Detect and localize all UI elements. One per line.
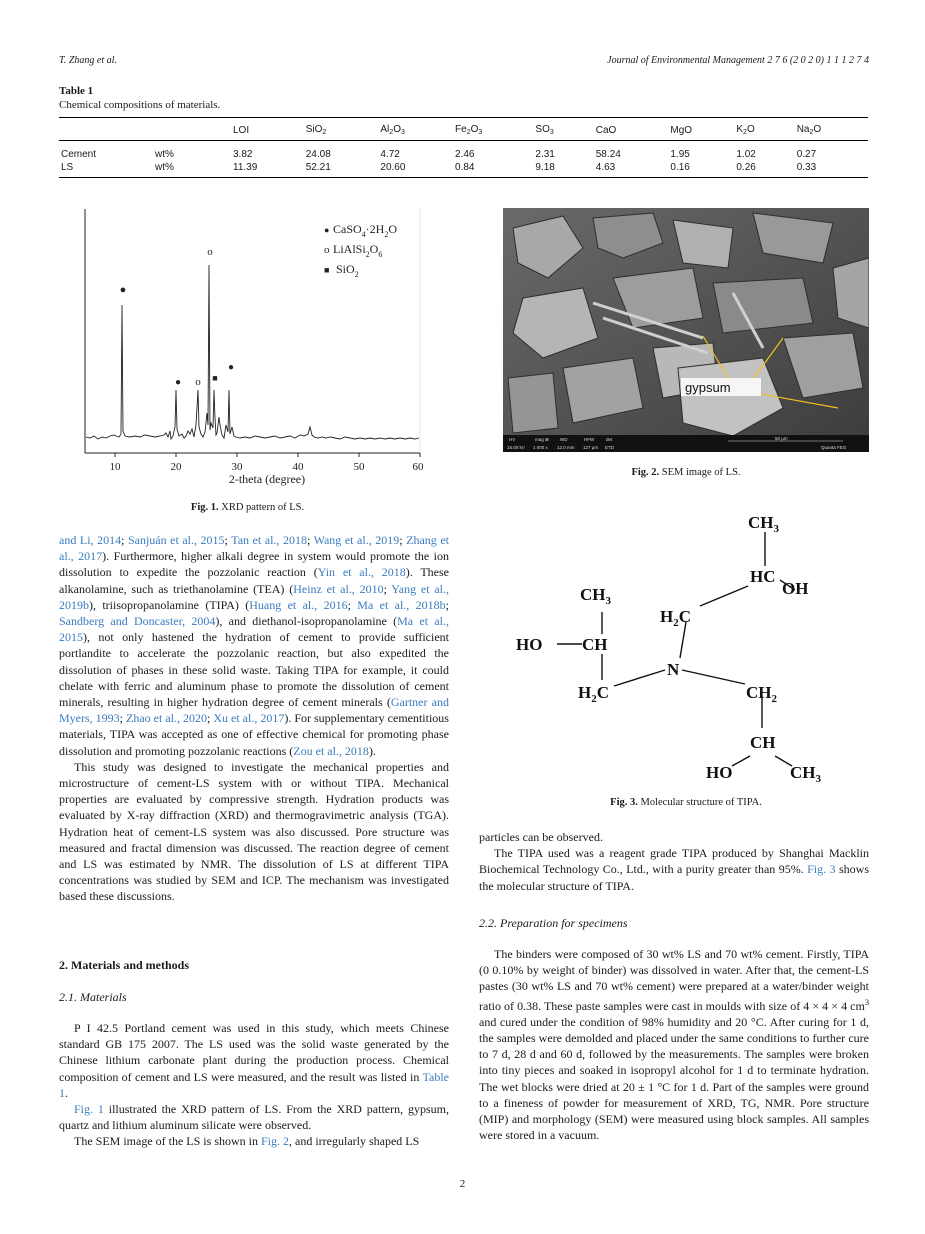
svg-text:HV: HV [509, 437, 516, 442]
table-row [59, 141, 868, 162]
header-loi: LOI [233, 124, 250, 136]
xrd-legend [324, 222, 397, 279]
header-k2o: $K_2O$ [736, 124, 755, 136]
materials-paragraph: P I 42.5 Portland cement was used in this study, which meets Chinese standard GB 175 2007. The LS used was the solid waste generated by the Chinese lithium carbonate plant during the production process. Chemical composition of cement and LS were measured, and the result was listed in Table 1. [59, 1021, 449, 1100]
citation-link[interactable]: Yang et al., 2019b [59, 581, 449, 612]
svg-text:det: det [606, 437, 613, 442]
cell: 3.82 [233, 149, 253, 160]
header-fe2o3: $Fe_2O_3$ [455, 124, 483, 136]
tipa-paragraph: The TIPA used was a reagent grade TIPA produced by Shanghai Macklin Biochemical Technology Co., Ltd., with a purity greater than 95%. Fig. 3 shows the molecular structure of TIPA. [479, 846, 869, 893]
legend-symbol: ■ [324, 265, 330, 275]
header-so3: $SO_3$ [535, 124, 554, 136]
citation-link[interactable]: Sandberg and Doncaster, 2004 [59, 614, 216, 629]
xrd-pattern-figure [60, 205, 435, 490]
svg-text:15.00 kV: 15.00 kV [507, 445, 525, 450]
running-header-journal: Journal of Environmental Management 2 7 6 (2 0 2 0) 1 1 1 2 7 4 [607, 55, 869, 66]
svg-text:1 000 x: 1 000 x [533, 445, 548, 450]
lithium-peak-marker: o [207, 246, 213, 258]
left-column-intro [59, 532, 449, 905]
preparation-text [479, 946, 869, 1143]
cell: 0.84 [455, 162, 475, 173]
page-number: 2 [459, 1178, 466, 1190]
cell: 58.24 [595, 149, 621, 160]
citation-link[interactable]: Tan et al., 2018 [231, 533, 307, 547]
x-axis-label: 2-theta (degree) [228, 472, 306, 486]
citation-link[interactable]: Zou et al., 2018 [293, 743, 369, 758]
citation-link[interactable]: Xu et al., 2017 [213, 711, 285, 726]
svg-text:127 μm: 127 μm [583, 445, 599, 450]
cell: 1.02 [736, 149, 756, 160]
nitrogen-atom: N [667, 660, 680, 679]
svg-text:12.0 mm: 12.0 mm [557, 445, 575, 450]
svg-text:WD: WD [560, 437, 568, 442]
tick-label: 10 [109, 461, 121, 473]
fig1-caption: Fig. 1. XRD pattern of LS. [190, 502, 305, 513]
svg-text:ETD: ETD [605, 445, 614, 450]
quartz-peak-marker: ■ [212, 373, 218, 383]
legend-symbol: ● [324, 225, 330, 235]
ch2-group: $H_2C$ [578, 683, 610, 705]
gypsum-peak-marker: ● [119, 284, 127, 296]
row-unit: wt% [155, 162, 174, 173]
cell: 9.18 [535, 162, 555, 173]
subsection-heading: 2.2. Preparation for specimens [479, 916, 628, 930]
citation-link[interactable]: Heinz et al., 2010 [293, 581, 384, 596]
gypsum-peak-marker: ● [227, 362, 235, 373]
tick-label: 20 [170, 461, 182, 473]
figure-link[interactable]: Fig. 1 [74, 1102, 104, 1117]
cell: 11.39 [233, 162, 258, 173]
citation-link[interactable]: Zhang et al., 2017 [59, 533, 449, 564]
header-cao: CaO [595, 124, 617, 136]
xrd-trace [86, 265, 419, 439]
hydroxyl-group: OH [782, 579, 809, 598]
table-header-row [59, 118, 868, 141]
citation-link[interactable]: Yin et al., 2018 [317, 565, 406, 580]
xrd-paragraph: Fig. 1 illustrated the XRD pattern of LS. From the XRD pattern, gypsum, quartz and lithium aluminum silicate were observed. [59, 1102, 449, 1133]
tipa-structure [510, 508, 850, 788]
ch2-group: $H_2C$ [660, 607, 692, 629]
citation-link[interactable]: Zhao et al., 2020 [126, 711, 207, 726]
header-empty [153, 118, 231, 141]
cell: 0.27 [796, 149, 817, 160]
lithium-peak-marker: o [195, 376, 201, 388]
cell: 1.95 [670, 149, 690, 160]
legend-label-lithium-aluminum-silicate: $LiAlSi_2O_6$ [333, 242, 383, 259]
continued-paragraph: particles can be observed. [479, 830, 603, 844]
legend-symbol: o [324, 244, 330, 256]
citation-link[interactable]: Ma et al., 2018b [357, 597, 446, 612]
materials-text [59, 1020, 449, 1150]
section-heading: 2. Materials and methods [59, 958, 189, 972]
gypsum-peak-marker: ● [174, 377, 182, 388]
table-title: Table 1 [59, 85, 94, 97]
figure-link[interactable]: Fig. 3 [807, 862, 836, 877]
gypsum-annotation: gypsum [685, 380, 731, 395]
row-name: Cement [61, 149, 97, 160]
ch2-group: $CH_2$ [746, 683, 777, 705]
sem-paragraph: The SEM image of the LS is shown in Fig. 2, and irregularly shaped LS [74, 1134, 420, 1149]
header-sio2: SiO$_2$ [305, 124, 327, 136]
table-row [59, 161, 868, 178]
citation-link[interactable]: Huang et al., 2016 [249, 597, 348, 612]
table-link[interactable]: Table 1 [59, 1069, 449, 1100]
legend-label-gypsum: $CaSO_4\cdot 2H_2O$ [333, 222, 398, 239]
tick-label: 40 [292, 461, 304, 473]
cell: 24.08 [305, 149, 331, 160]
citation-link[interactable]: Wang et al., 2019 [313, 533, 400, 547]
citation-link[interactable]: Gartner and Myers, 1993 [59, 695, 449, 726]
cell: 0.26 [736, 162, 756, 173]
tick-label: 30 [231, 461, 243, 473]
fig2-caption: Fig. 2. SEM image of LS. [631, 467, 741, 478]
preparation-paragraph: The binders were composed of 30 wt% LS and 70 wt% cement. Firstly, TIPA (0 0.10% by weight of binder) was dissolved in water. After that, the cement-LS pastes (30 wt% LS and 70 wt% cement) were prepared at a water/binder weight ratio of 0.38. These paste samples were cast in moulds with size of 4 × 4 × 4 $cm^3$ and cured under the condition of 98% humidity and 20 °C. After curing for 1 d, the samples were demolded and placed under the same conditions to further cure to 7 d, 28 d and 60 d, followed by the measurements. The samples were broken into tiny pieces and soaked in isopropyl alcohol for 1 d to terminate hydration. The wet blocks were dried at 20 ± 1 °C for 1 d. Part of the samples were ground to a fineness of powder for measurement of XRD, TG, NMR. Pore structure (MIP) and morphology (SEM) were measured using block samples. All samples were stored in a vacuum. [479, 947, 869, 1143]
cell: 52.21 [305, 162, 331, 173]
svg-text:Quanta FEG: Quanta FEG [821, 445, 847, 450]
citation-link[interactable]: and Li, 2014 [59, 533, 122, 547]
x-ticks [115, 453, 420, 457]
scale-bar-label: 50 μm [775, 436, 788, 441]
cell: 2.31 [535, 149, 555, 160]
citation-link[interactable]: Sanjuán et al., 2015 [127, 533, 225, 547]
tick-label: 60 [412, 461, 424, 473]
composition-table [59, 117, 868, 178]
header-na2o: $Na_2O$ [796, 124, 822, 136]
row-unit: wt% [155, 149, 174, 160]
citation-link[interactable]: Ma et al., 2015 [59, 614, 449, 645]
sem-image [503, 208, 869, 452]
fig3-caption: Fig. 3. Molecular structure of TIPA. [610, 797, 762, 808]
legend-label-quartz: SiO$_2$ [336, 262, 359, 279]
svg-text:HFW: HFW [584, 437, 595, 442]
ch3-group: $CH_3$ [580, 585, 611, 607]
right-column-text [479, 829, 869, 894]
study-aim-paragraph: This study was designed to investigate the mechanical properties and microstructure of cement-LS system with or without TIPA. Mechanical properties are evaluated by compressive strength. Hydration products was evaluated by X-ray diffraction (XRD) and thermogravimetric analysis (TGA). Hydration heat of cement-LS system was also discussed. Pore structure was measured and fractal dimension was discussed. The reaction degree of cement and LS was estimated by NMR. The dissolution of LS at different TIPA concentrations was studied by SEM and ICP. The mechanism was investigated based these discussions. [59, 759, 449, 904]
row-name: LS [61, 162, 74, 173]
hydroxyl-group: HO [706, 763, 733, 782]
header-mgo: MgO [670, 124, 693, 136]
header-empty [59, 118, 153, 141]
ch-group: HC [750, 567, 776, 586]
running-header-authors: T. Zhang et al. [59, 55, 117, 66]
ch3-group: $CH_3$ [748, 513, 779, 535]
ch-group: CH [582, 635, 608, 654]
ch3-group: $CH_3$ [790, 763, 821, 785]
cell: 0.33 [796, 162, 817, 173]
table-caption: Chemical compositions of materials. [59, 99, 221, 111]
figure-link[interactable]: Fig. 2 [260, 1134, 289, 1149]
intro-paragraph: and Li, 2014; Sanjuán et al., 2015; Tan et al., 2018; Wang et al., 2019; Zhang et al., 2017). Furthermore, higher alkali degree in system would promote the ion dissolution to expedite the pozzolanic reaction (Yin et al., 2018). These alkanolamine, such as triethanolamine (TEA) (Heinz et al., 2010; Yang et al., 2019b), triisopropanolamine (TIPA) (Huang et al., 2016; Ma et al., 2018b; Sandberg and Doncaster, 2004), and diethanol-isopropanolamine (Ma et al., 2015), not only hastened the hydration of cement to provide sufficient portlandite to accelerate the pozzolanic reaction, but also expedited the dissolution of phases in these solid waste. Taking TIPA for example, it could chelate with ferric and aluminum phase to promote the dissolution of cement minerals, resulting in higher hydration degree of cement minerals (Gartner and Myers, 1993; Zhao et al., 2020; Xu et al., 2017). For supplementary cementitious materials, TIPA was accepted as one of effective chemical for promoting phase dissolution and promoting pozzolanic reactions (Zou et al., 2018). [59, 533, 449, 758]
header-al2o3: $Al_2O_3$ [380, 124, 405, 136]
cell: 4.63 [595, 162, 616, 173]
cell: 20.60 [380, 162, 406, 173]
hydroxyl-group: HO [516, 635, 543, 654]
cell: 2.46 [455, 149, 475, 160]
ch-group: CH [750, 733, 776, 752]
tick-label: 50 [353, 461, 365, 473]
cell: 0.16 [670, 162, 690, 173]
svg-text:mag ⊞: mag ⊞ [535, 437, 549, 442]
subsection-heading: 2.1. Materials [59, 990, 127, 1004]
cell: 4.72 [380, 149, 400, 160]
